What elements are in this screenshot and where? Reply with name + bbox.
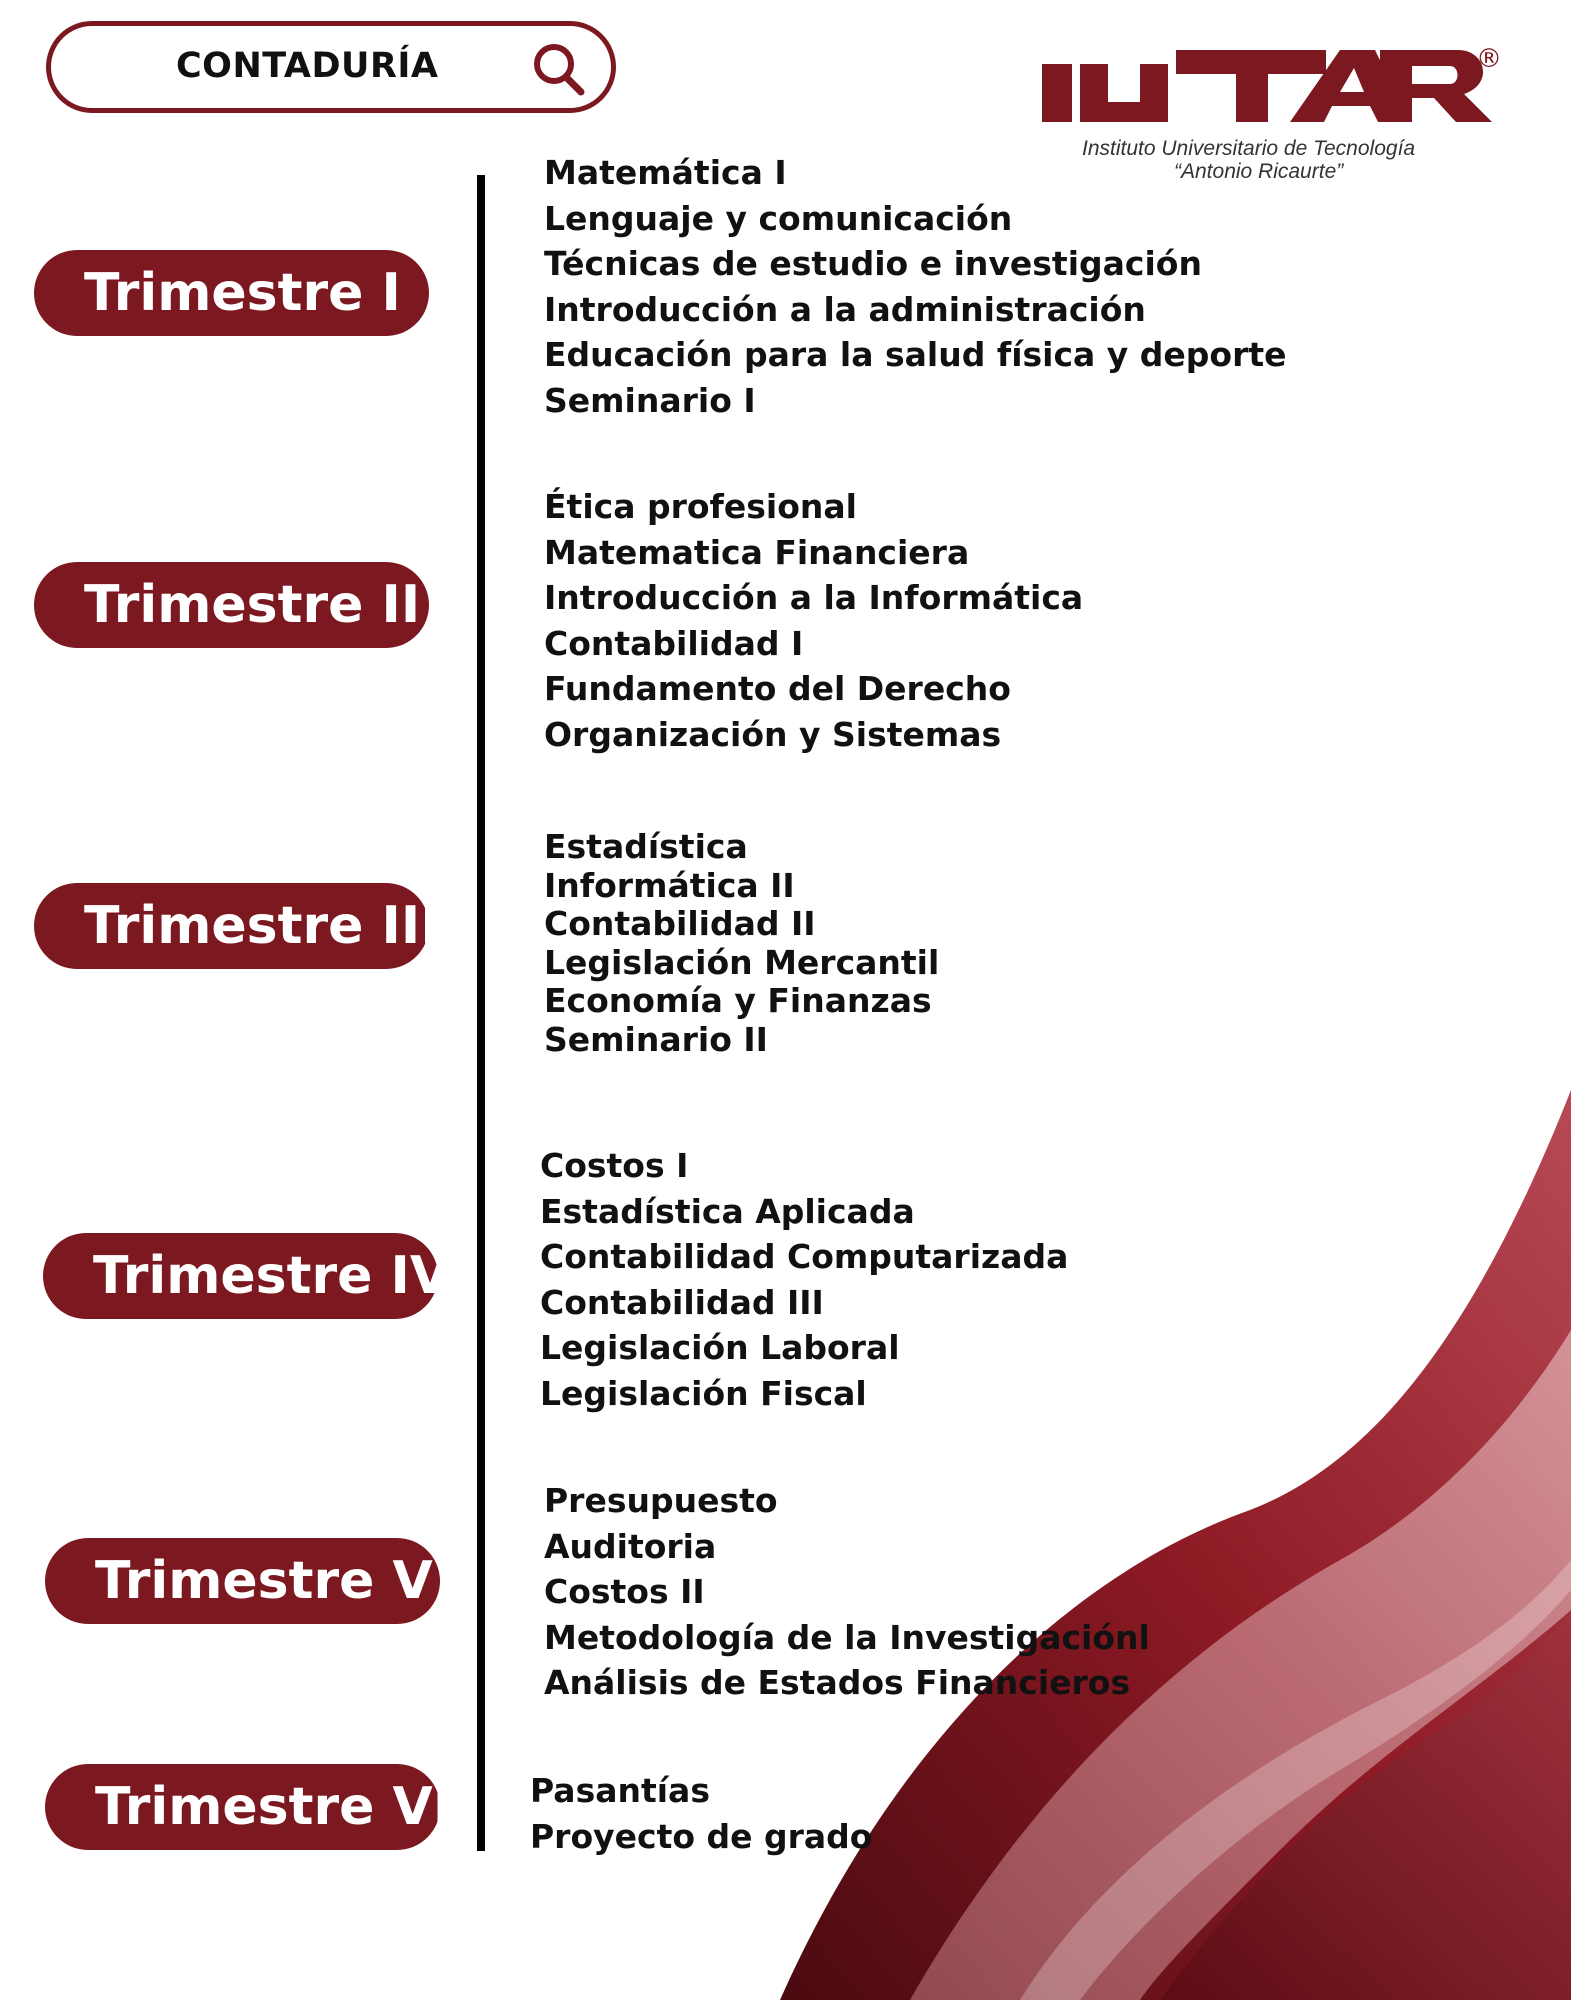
course-item: Contabilidad II [544, 904, 816, 943]
course-item: Presupuesto [544, 1481, 778, 1520]
search-label: CONTADURÍA [176, 46, 439, 86]
course-item: Costos II [544, 1572, 705, 1611]
course-item: Educación para la salud física y deporte [544, 335, 1287, 374]
course-list-term-3 [544, 828, 939, 1059]
term-pill-1: Trimestre I [34, 250, 429, 336]
course-item: Informática II [544, 865, 795, 905]
course-item: Lenguaje y comunicación [544, 198, 1013, 238]
course-list-term-4 [540, 1143, 1068, 1416]
course-list-term-2 [544, 484, 1083, 757]
course-item: Costos I [540, 1146, 689, 1185]
term-pill-2: Trimestre II [34, 562, 429, 648]
course-item: Estadística Aplicada [540, 1191, 915, 1231]
course-item: Legislación Fiscal [540, 1373, 867, 1413]
course-item: Legislación Mercantil [544, 942, 940, 982]
term-pill-6: Trimestre VI [45, 1764, 440, 1850]
course-item: Auditoria [544, 1526, 717, 1566]
course-item: Metodología de la Investigaciónl [544, 1617, 1150, 1657]
course-item: Organización y Sistemas [544, 714, 1002, 754]
course-item: Fundamento del Derecho [544, 669, 1011, 708]
course-item: Economía y Finanzas [544, 981, 932, 1020]
course-item: Matemática I [544, 153, 787, 192]
term-pill-5: Trimestre V [45, 1538, 440, 1624]
course-item: Introducción a la administración [544, 289, 1146, 329]
course-item: Estadística [544, 827, 748, 866]
term-pill-4: Trimestre IV [43, 1233, 438, 1319]
course-list-term-5 [544, 1478, 1150, 1706]
course-item: Matematica Financiera [544, 532, 970, 572]
course-item: Proyecto de grado [530, 1816, 873, 1856]
course-list-term-6 [530, 1768, 872, 1859]
term-pill-3: Trimestre III [34, 883, 429, 969]
course-list-term-1 [544, 150, 1287, 423]
course-item: Técnicas de estudio e investigación [544, 244, 1202, 283]
logo-subtitle-line1: Instituto Universitario de Tecnología [1082, 137, 1416, 160]
timeline-divider [477, 175, 485, 1851]
course-item: Introducción a la Informática [544, 578, 1084, 617]
search-icon[interactable] [529, 39, 589, 99]
course-item: Contabilidad I [544, 623, 804, 663]
course-item: Análisis de Estados Financieros [544, 1663, 1131, 1702]
course-item: Legislación Laboral [540, 1328, 900, 1367]
logo-subtitle-line2: “Antonio Ricaurte” [1174, 160, 1344, 183]
registered-mark: ® [1476, 44, 1502, 74]
course-item: Seminario I [544, 380, 756, 420]
course-item: Seminario II [544, 1019, 768, 1059]
course-item: Contabilidad III [540, 1282, 824, 1322]
course-item: Pasantías [530, 1771, 710, 1810]
course-item: Contabilidad Computarizada [540, 1237, 1069, 1276]
iutar-logo-mark [1040, 44, 1500, 134]
course-item: Ética profesional [544, 487, 857, 526]
search-bar[interactable] [46, 21, 616, 113]
